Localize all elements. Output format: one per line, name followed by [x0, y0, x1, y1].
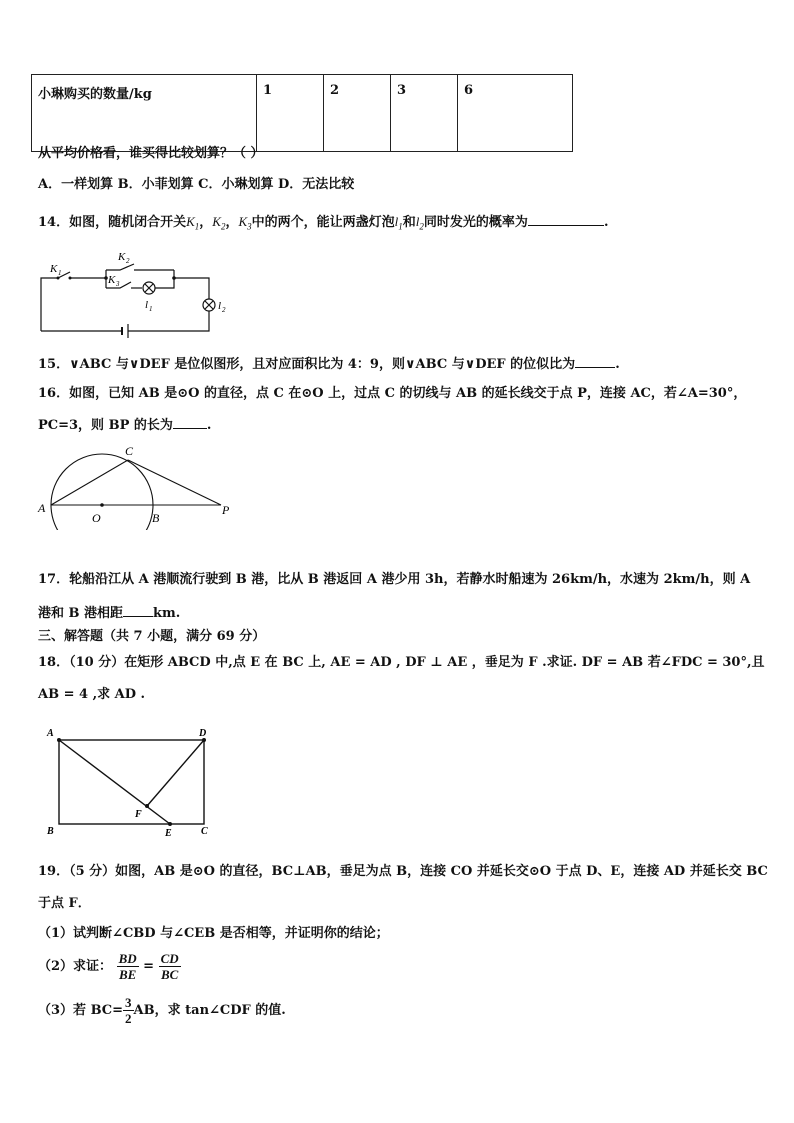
segment-ae — [59, 740, 170, 824]
q17-text: 港和 B 港相距 — [38, 606, 124, 621]
q19-part2-label: （2）求证： — [38, 959, 113, 974]
q14-l1: l — [394, 214, 399, 229]
label-k2-sub: 2 — [126, 257, 130, 265]
label-e: E — [165, 828, 172, 838]
circuit-wire — [174, 278, 209, 299]
q14-suffix: 同时发光的概率为 — [423, 215, 528, 230]
section-heading: 三、解答题（共 7 小题，满分 69 分） — [38, 629, 266, 644]
fraction-denominator: 2 — [125, 1011, 132, 1026]
q19-line2: 于点 F． — [38, 896, 91, 911]
q17-line1: 17．轮船沿江从 A 港顺流行驶到 B 港，比从 B 港返回 A 港少用 3h，若静水时船速为 26km/h，水速为 2km/h，则 A — [38, 572, 751, 587]
q16-line1: 16．如图，已知 AB 是⊙O 的直径，点 C 在⊙O 上，过点 C 的切线与 AB 的延长线交于点 P，连接 AC，若∠A=30°， — [38, 386, 747, 401]
fraction-bd-be — [117, 951, 139, 982]
label-k2: K — [118, 251, 126, 263]
answer-blank — [575, 355, 615, 368]
label-p: P — [222, 503, 230, 517]
q14-k2: K — [212, 214, 221, 229]
switch-k2 — [106, 264, 134, 270]
label-d: D — [199, 728, 207, 739]
q19-part3-text: AB，求 tan∠CDF 的值. — [133, 1003, 286, 1018]
label-c: C — [201, 826, 208, 837]
label-l1-sub: 1 — [149, 305, 153, 313]
bulb-l2-cross — [205, 301, 213, 309]
label-k1-sub: 1 — [58, 269, 62, 277]
fraction-three-halves — [123, 995, 134, 1026]
q15-question: 15．∨ABC 与∨DEF 是位似图形，且对应面积比为 4：9，则∨ABC 与∨DEF 的位似比为 — [38, 357, 576, 372]
table-cell: 1 — [257, 75, 324, 152]
fraction-numerator: BD — [118, 951, 137, 966]
fraction-cd-bc — [159, 951, 181, 982]
center-point — [100, 503, 104, 507]
answer-blank — [123, 604, 153, 617]
circle-tangent-diagram — [36, 442, 236, 530]
q19-part3 — [38, 995, 286, 1026]
circle-o — [51, 454, 153, 530]
q19-line1: 19．（5 分）如图，AB 是⊙O 的直径，BC⊥AB，垂足为点 B，连接 CO 并延长交⊙O 于点 D、E，连接 AD 并延长交 BC — [38, 864, 768, 879]
circuit-wire — [155, 270, 174, 288]
label-l2: l — [218, 300, 222, 312]
label-l2-sub: 2 — [222, 306, 226, 314]
rectangle-diagram — [44, 726, 219, 838]
circuit-diagram — [36, 248, 236, 338]
q14-k3: K — [238, 214, 248, 229]
q13-options: A．一样划算 B．小菲划算 C．小琳划算 D．无法比较 — [38, 177, 355, 192]
equals-sign: = — [143, 959, 155, 974]
q19-part3-label: （3）若 BC= — [38, 1003, 124, 1018]
label-b: B — [47, 826, 54, 837]
label-k3-sub: 3 — [116, 280, 120, 288]
q14-k3-sub: 3 — [247, 221, 252, 232]
label-a: A — [38, 501, 46, 515]
bulb-l1-cross — [145, 284, 153, 292]
table-cell: 6 — [458, 75, 573, 152]
fraction-denominator: BC — [160, 967, 179, 982]
table-row-label: 小琳购买的数量/kg — [32, 75, 257, 152]
q18-line1: 18．（10 分）在矩形 ABCD 中,点 E 在 BC 上, AE = AD , DF ⊥ AE ，垂足为 F .求证. DF = AB 若∠FDC = 30°,且 — [38, 655, 765, 670]
fraction-denominator: BE — [118, 967, 137, 982]
q16-end: . — [206, 418, 212, 433]
circuit-wire — [41, 278, 58, 331]
table-cell: 3 — [391, 75, 458, 152]
q14-l2: l — [415, 214, 420, 229]
table-row — [32, 75, 573, 152]
q16-text: PC=3，则 BP 的长为 — [38, 418, 173, 433]
q15-text — [38, 355, 620, 373]
fraction-numerator: 3 — [125, 995, 132, 1010]
table-cell: 2 — [324, 75, 391, 152]
q14-end: . — [603, 215, 609, 230]
label-a: A — [47, 728, 54, 739]
q14-k2-sub: 2 — [220, 221, 226, 232]
label-l1: l — [145, 299, 149, 311]
label-f: F — [135, 809, 142, 820]
q18-line2: AB = 4 ,求 AD . — [38, 687, 146, 702]
q14-text: 14．如图，随机闭合开关$K_1$，$K_2$，$K_3$中的两个，能让两盏灯泡$l_1$和$l_2$同时发光的概率为 . — [38, 214, 609, 232]
label-k1: K — [50, 263, 58, 275]
answer-blank — [528, 213, 604, 226]
q13-question: 从平均价格看，谁买得比较划算？（ ） — [38, 146, 264, 161]
q14-k1: K — [186, 214, 195, 229]
label-k3: K — [108, 274, 116, 286]
label-o: O — [92, 511, 101, 525]
q17-unit: km. — [153, 606, 181, 621]
fraction-numerator: CD — [160, 951, 179, 966]
label-c: C — [125, 444, 134, 458]
chord-ac — [51, 460, 128, 505]
circuit-wire — [128, 311, 209, 331]
q14-l1-sub: 1 — [398, 221, 403, 232]
q14-mid: 中的两个，能让两盏灯泡 — [251, 215, 395, 230]
q14-l2-sub: 2 — [419, 221, 424, 232]
tangent-cp — [128, 460, 221, 505]
q16-line2 — [38, 416, 211, 434]
label-b: B — [152, 511, 160, 525]
rectangle-abcd — [59, 740, 204, 824]
q19-part2 — [38, 951, 181, 982]
q15-end: . — [615, 357, 620, 372]
q14-prefix: 14．如图，随机闭合开关 — [38, 215, 187, 230]
purchase-table — [31, 74, 573, 152]
q14-k1-sub: 1 — [194, 221, 200, 232]
answer-blank — [173, 416, 207, 429]
q19-part1: （1）试判断∠CBD 与∠CEB 是否相等，并证明你的结论； — [38, 926, 389, 941]
segment-df — [147, 740, 204, 806]
q14-and: 和 — [402, 215, 416, 230]
q17-line2 — [38, 604, 180, 622]
